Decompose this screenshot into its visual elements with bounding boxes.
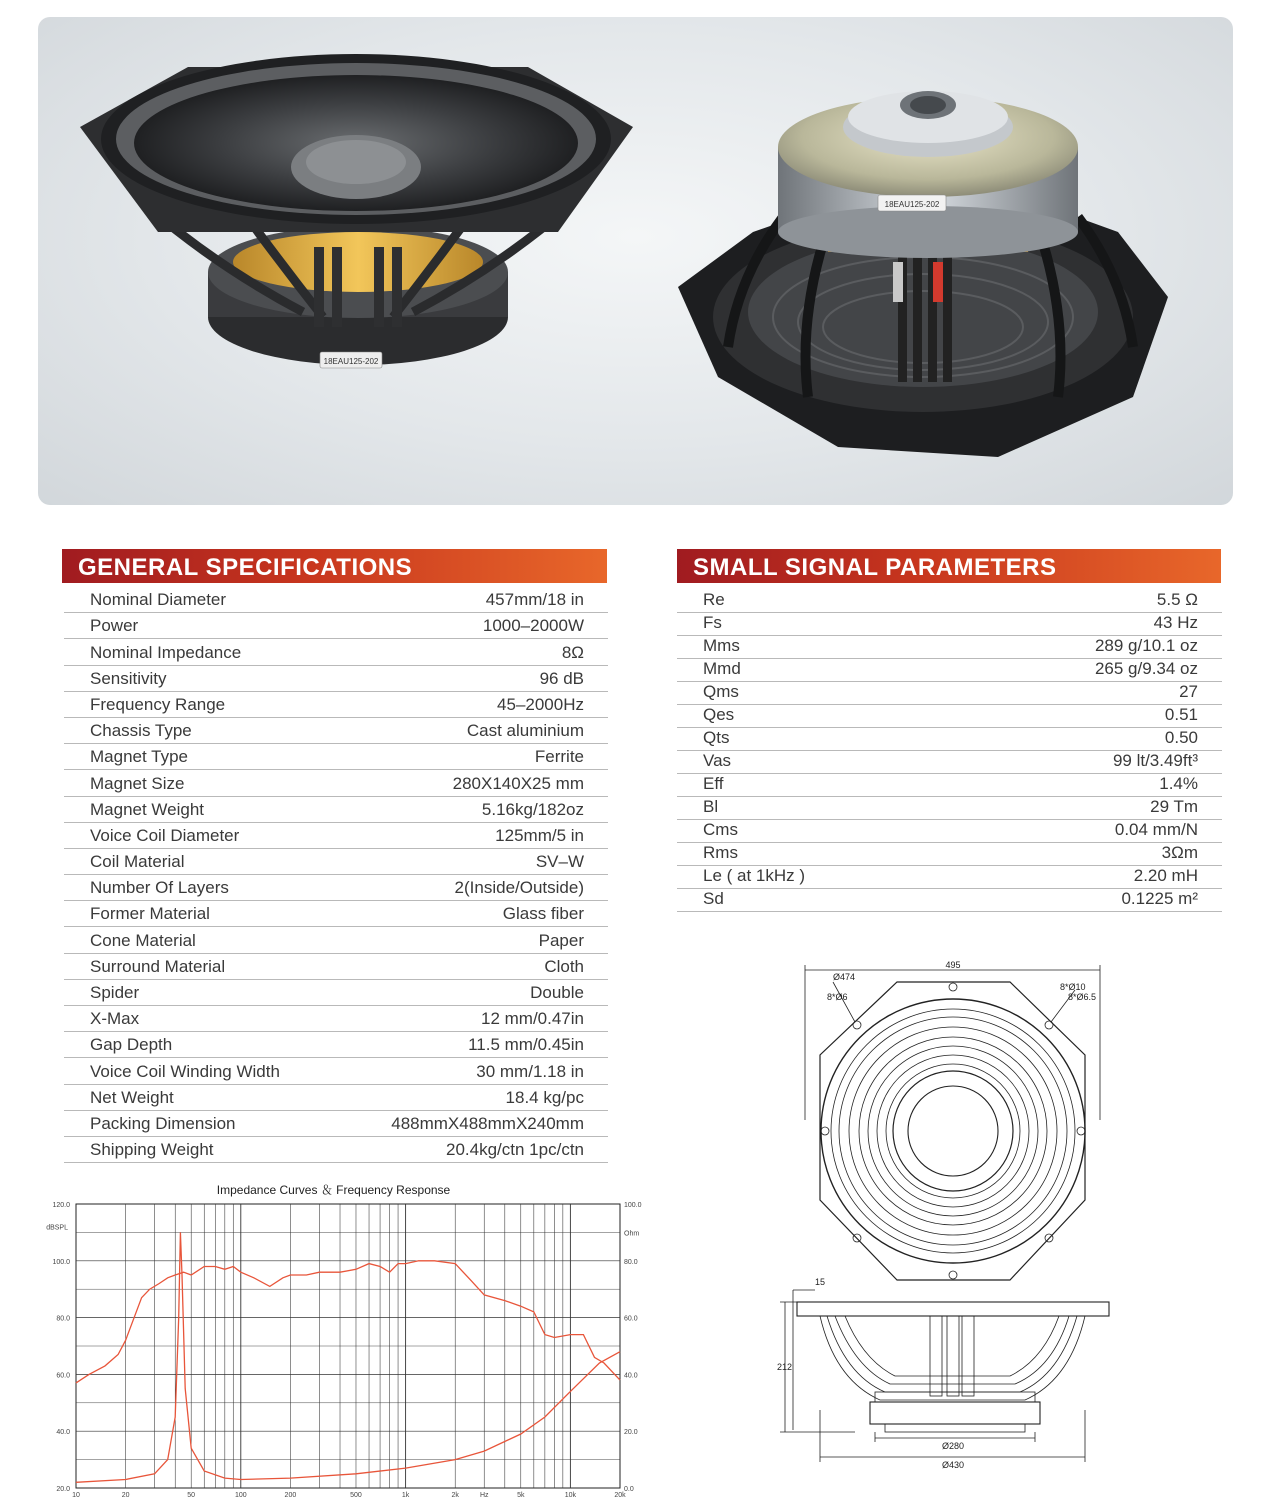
spec-row bbox=[677, 590, 1222, 613]
dim-top-width: 495 bbox=[945, 960, 961, 970]
spec-value: 2(Inside/Outside) bbox=[454, 878, 584, 898]
spec-label: X-Max bbox=[90, 1009, 140, 1029]
spec-row bbox=[677, 659, 1222, 682]
x-tick-label: 100 bbox=[234, 1492, 247, 1499]
spec-row bbox=[64, 1111, 608, 1137]
spec-value: 0.1225 m² bbox=[1121, 889, 1198, 908]
spec-row bbox=[677, 751, 1222, 774]
spec-label: Qts bbox=[703, 728, 730, 747]
spec-row bbox=[677, 728, 1222, 751]
spec-value: 27 bbox=[1179, 682, 1198, 701]
spec-label: Surround Material bbox=[90, 956, 226, 976]
x-tick-label: 1k bbox=[401, 1492, 410, 1499]
spec-value: 457mm/18 in bbox=[485, 590, 584, 610]
small-signal-header: SMALL SIGNAL PARAMETERS bbox=[677, 549, 1221, 583]
y-left-tick-label: 80.0 bbox=[56, 1315, 70, 1323]
y-right-axis-label: Ohm bbox=[624, 1230, 640, 1238]
spec-label: Eff bbox=[703, 774, 724, 793]
spec-value: 12 mm/0.47in bbox=[481, 1009, 584, 1029]
dim-holes-b: 8*Ø10 bbox=[1060, 982, 1086, 992]
y-right-tick-label: 60.0 bbox=[624, 1315, 638, 1323]
spec-row bbox=[64, 587, 608, 613]
y-left-tick-label: 120.0 bbox=[52, 1202, 70, 1209]
spec-value: 280X140X25 mm bbox=[452, 773, 584, 793]
x-tick-label: 20 bbox=[121, 1492, 130, 1499]
spec-label: Magnet Size bbox=[90, 773, 185, 793]
spec-row bbox=[64, 718, 608, 744]
spec-label: Coil Material bbox=[90, 852, 185, 872]
spec-value: 43 Hz bbox=[1153, 613, 1198, 632]
spec-value: 11.5 mm/0.45in bbox=[468, 1035, 584, 1055]
x-tick-label: 50 bbox=[187, 1492, 196, 1499]
y-left-tick-label: 20.0 bbox=[56, 1486, 70, 1493]
spec-label: Chassis Type bbox=[90, 721, 192, 741]
spec-value: 0.50 bbox=[1164, 728, 1198, 747]
spec-row bbox=[64, 613, 608, 639]
spec-value: 265 g/9.34 oz bbox=[1094, 659, 1198, 678]
spec-value: 1.4% bbox=[1159, 774, 1198, 793]
spec-value: 488mmX488mmX240mm bbox=[391, 1113, 584, 1133]
dim-outer-diameter: Ø474 bbox=[833, 972, 856, 982]
spec-label: Voice Coil Winding Width bbox=[90, 1061, 280, 1081]
series-line-right bbox=[76, 1232, 620, 1482]
dim-depth: 212 bbox=[777, 1362, 793, 1372]
spec-label: Cone Material bbox=[90, 930, 196, 950]
spec-row bbox=[677, 613, 1222, 636]
spec-row bbox=[64, 666, 608, 692]
spec-row bbox=[64, 797, 608, 823]
x-tick-label: 10k bbox=[564, 1492, 577, 1499]
spec-label: Re bbox=[703, 590, 725, 609]
spec-row bbox=[64, 980, 608, 1006]
y-right-tick-label: 0.0 bbox=[624, 1486, 634, 1493]
dim-basket: Ø430 bbox=[941, 1460, 965, 1470]
top-view-drawing bbox=[805, 965, 1100, 1280]
spec-value: Cast aluminium bbox=[466, 721, 584, 741]
spec-label: Qms bbox=[703, 682, 739, 701]
spec-label: Rms bbox=[703, 843, 738, 862]
y-left-axis-label: dBSPL bbox=[46, 1224, 68, 1232]
spec-label: Bl bbox=[703, 797, 719, 816]
x-tick-label: 500 bbox=[350, 1492, 362, 1499]
spec-label: Gap Depth bbox=[90, 1035, 173, 1055]
x-tick-label: 2k bbox=[451, 1492, 459, 1499]
spec-label: Nominal Impedance bbox=[90, 642, 242, 662]
spec-label: Fs bbox=[703, 613, 722, 632]
spec-label: Magnet Weight bbox=[90, 799, 205, 819]
speaker-front-photo bbox=[80, 54, 633, 368]
spec-value: Cloth bbox=[544, 956, 584, 976]
spec-value: 18.4 kg/pc bbox=[505, 1087, 584, 1107]
x-tick-label: 5k bbox=[517, 1492, 525, 1499]
spec-value: 1000–2000W bbox=[482, 616, 584, 636]
spec-row bbox=[677, 866, 1222, 889]
spec-value: Glass fiber bbox=[502, 904, 584, 924]
spec-label: Qes bbox=[703, 705, 735, 724]
spec-value: 30 mm/1.18 in bbox=[476, 1061, 584, 1081]
spec-label: Voice Coil Diameter bbox=[90, 825, 240, 845]
spec-row bbox=[677, 889, 1222, 912]
spec-row bbox=[677, 797, 1222, 820]
spec-row bbox=[64, 639, 608, 665]
spec-value: 20.4kg/ctn 1pc/ctn bbox=[446, 1140, 584, 1160]
y-right-tick-label: 80.0 bbox=[624, 1258, 638, 1266]
spec-value: 45–2000Hz bbox=[497, 694, 584, 714]
spec-row bbox=[64, 1137, 608, 1163]
model-label-front: 18EAU125-202 bbox=[323, 357, 379, 366]
spec-row bbox=[64, 770, 608, 796]
y-left-tick-label: 60.0 bbox=[56, 1372, 70, 1380]
spec-value: SV–W bbox=[535, 852, 584, 872]
spec-label: Net Weight bbox=[90, 1087, 174, 1107]
spec-label: Sensitivity bbox=[90, 668, 167, 688]
spec-label: Nominal Diameter bbox=[90, 590, 227, 610]
spec-value: 96 dB bbox=[539, 668, 584, 688]
spec-row bbox=[64, 901, 608, 927]
spec-label: Former Material bbox=[90, 904, 210, 924]
spec-label: Mmd bbox=[703, 659, 741, 678]
y-right-tick-label: 20.0 bbox=[624, 1429, 638, 1437]
spec-value: 2.20 mH bbox=[1133, 866, 1198, 885]
spec-value: 99 lt/3.49ft³ bbox=[1112, 751, 1198, 770]
spec-label: Le ( at 1kHz ) bbox=[703, 866, 806, 885]
dim-magnet: Ø280 bbox=[941, 1441, 965, 1451]
y-left-tick-label: 100.0 bbox=[52, 1258, 70, 1266]
dim-flange: 15 bbox=[815, 1277, 826, 1287]
spec-label: Packing Dimension bbox=[90, 1113, 236, 1133]
side-view-drawing bbox=[780, 1290, 1109, 1462]
spec-label: Power bbox=[90, 616, 139, 636]
dim-holes-a: 8*Ø6 bbox=[827, 992, 848, 1002]
product-photos bbox=[38, 17, 1233, 505]
spec-row bbox=[64, 1058, 608, 1084]
x-tick-label: 20k bbox=[614, 1492, 626, 1499]
product-photo-banner bbox=[38, 17, 1233, 505]
spec-label: Mms bbox=[703, 636, 740, 655]
spec-row bbox=[64, 744, 608, 770]
spec-row bbox=[64, 954, 608, 980]
spec-value: 0.51 bbox=[1164, 705, 1198, 724]
y-right-tick-label: 100.0 bbox=[624, 1202, 642, 1209]
series-line-left bbox=[76, 1261, 620, 1383]
spec-row bbox=[677, 636, 1222, 659]
spec-row bbox=[677, 820, 1222, 843]
spec-row bbox=[677, 682, 1222, 705]
spec-row bbox=[677, 843, 1222, 866]
spec-row bbox=[64, 692, 608, 718]
spec-row bbox=[677, 774, 1222, 797]
spec-label: Spider bbox=[90, 983, 140, 1002]
spec-value: 289 g/10.1 oz bbox=[1094, 636, 1198, 655]
technical-drawing bbox=[775, 960, 1115, 1480]
small-signal-table bbox=[677, 590, 1222, 912]
spec-row bbox=[64, 1006, 608, 1032]
spec-value: Double bbox=[530, 983, 584, 1002]
spec-label: Number Of Layers bbox=[90, 878, 229, 898]
y-right-tick-label: 40.0 bbox=[624, 1372, 638, 1380]
spec-row bbox=[64, 823, 608, 849]
spec-value: 125mm/5 in bbox=[495, 825, 584, 845]
spec-value: 8Ω bbox=[561, 642, 584, 662]
spec-label: Frequency Range bbox=[90, 694, 226, 714]
spec-label: Shipping Weight bbox=[90, 1140, 214, 1160]
spec-value: Ferrite bbox=[534, 747, 584, 767]
frequency-response-chart bbox=[0, 1180, 667, 1500]
spec-value: 29 Tm bbox=[1150, 797, 1198, 816]
spec-label: Magnet Type bbox=[90, 747, 188, 767]
spec-label: Cms bbox=[703, 820, 738, 839]
general-specs-header: GENERAL SPECIFICATIONS bbox=[62, 549, 607, 583]
spec-row bbox=[64, 1032, 608, 1058]
spec-value: 5.5 Ω bbox=[1156, 590, 1198, 609]
spec-label: Vas bbox=[703, 751, 732, 770]
chart-title: Impedance Curves ＆ Frequency Response bbox=[216, 1183, 451, 1197]
x-unit-label: Hz bbox=[479, 1492, 489, 1499]
spec-row bbox=[64, 875, 608, 901]
speaker-rear-photo bbox=[678, 91, 1168, 457]
spec-value: Paper bbox=[538, 930, 584, 950]
spec-row bbox=[64, 927, 608, 953]
general-specs-table bbox=[64, 587, 608, 1163]
x-tick-label: 10 bbox=[72, 1492, 80, 1499]
spec-value: 0.04 mm/N bbox=[1114, 820, 1198, 839]
spec-value: 3Ωm bbox=[1161, 843, 1198, 862]
spec-row bbox=[677, 705, 1222, 728]
spec-value: 5.16kg/182oz bbox=[481, 799, 584, 819]
y-left-tick-label: 40.0 bbox=[56, 1429, 70, 1437]
spec-row bbox=[64, 1085, 608, 1111]
dim-holes-c: 8*Ø6.5 bbox=[1068, 992, 1097, 1002]
spec-label: Sd bbox=[703, 889, 724, 908]
x-tick-label: 200 bbox=[284, 1492, 297, 1499]
model-label-rear: 18EAU125-202 bbox=[884, 200, 940, 209]
spec-row bbox=[64, 849, 608, 875]
